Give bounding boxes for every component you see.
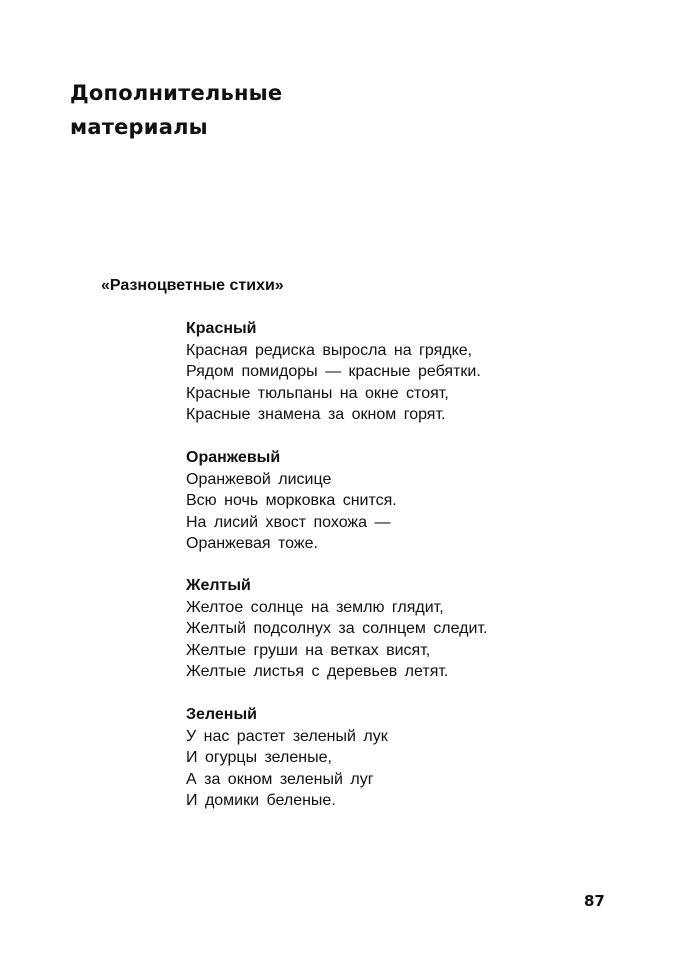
stanza-line: Желтое солнце на землю глядит, [186, 598, 444, 616]
poem-title: «Разноцветные стихи» [101, 277, 284, 294]
stanza-line: И домики беленые. [186, 792, 336, 809]
stanza-red [186, 318, 481, 426]
stanza-green [186, 704, 388, 812]
stanza-line: Всю ночь морковка снится. [186, 492, 397, 509]
stanza-line: У нас растет зеленый лук [186, 727, 388, 745]
stanza-heading: Оранжевый [186, 449, 281, 466]
stanza-line: Красная редиска выросла на грядке, [186, 341, 473, 359]
stanza-line: Красные знамена за окном горят. [186, 406, 446, 423]
stanza-line: И огурцы зеленые, [186, 749, 332, 766]
stanza-orange [186, 447, 397, 555]
stanza-line: А за окном зеленый луг [186, 770, 374, 788]
page-title [70, 76, 282, 144]
page-title-line: материалы [70, 115, 208, 139]
stanza-yellow [186, 575, 487, 683]
stanza-line: Желтые груши на ветках висят, [186, 641, 431, 659]
stanza-line: На лисий хвост похожа — [186, 513, 391, 531]
page-number: 87 [584, 892, 605, 910]
stanza-line: Желтые листья с деревьев летят. [186, 663, 449, 680]
stanza-line: Оранжевой лисице [186, 470, 332, 488]
stanza-heading: Зеленый [186, 706, 257, 723]
page-title-line: Дополнительные [70, 81, 283, 105]
stanza-heading: Желтый [186, 577, 251, 594]
stanza-line: Оранжевая тоже. [186, 535, 318, 552]
stanza-line: Красные тюльпаны на окне стоят, [186, 384, 449, 402]
stanza-line: Желтый подсолнух за солнцем следит. [186, 620, 488, 637]
stanza-heading: Красный [186, 320, 257, 337]
stanza-line: Рядом помидоры — красные ребятки. [186, 363, 481, 380]
